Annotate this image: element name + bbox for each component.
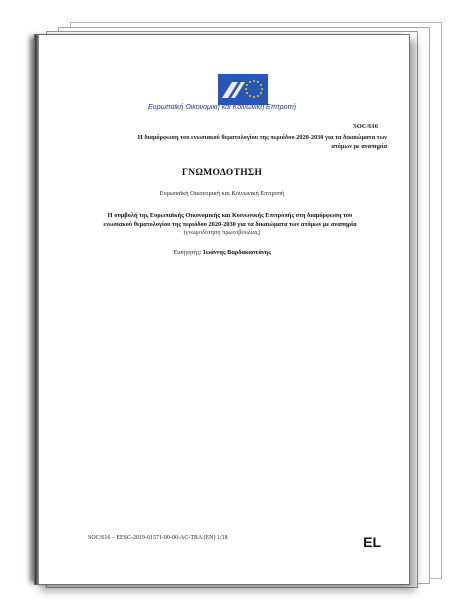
eesc-logo-icon [218, 74, 268, 105]
opinion-title [80, 212, 380, 229]
document-subject [87, 133, 387, 151]
binding-edge [35, 35, 39, 584]
organization-name: Ευρωπαϊκή Οικονομική και Κοινωνική Επιτροπή [148, 104, 296, 111]
document-reference: SOC/616 [353, 123, 378, 130]
rapporteur-name: Ιωάννης Βαρδακαστάνης [203, 249, 271, 256]
title-line: ενωσιακού θεματολογίου της περιόδου 2020-2030 για τα δικαιώματα των ατόμων με αναπηρία [103, 220, 357, 228]
rapporteur [35, 249, 409, 256]
document-heading: ΓΝΩΜΟΔΟΤΗΣΗ [181, 168, 263, 178]
subject-line: ατόμων με αναπηρία [331, 143, 387, 150]
language-code: EL [363, 534, 381, 550]
document-page [34, 34, 410, 585]
committee-name: Ευρωπαϊκή Οικονομική και Κοινωνική Επιτροπή [159, 190, 285, 197]
footer-document-code: SOC/616 – EESC-2019-01571-00-00-AC-TRA (EN) 1/18 [88, 535, 228, 541]
title-line: Η συμβολή της Ευρωπαϊκής Οικονομικής και Κοινωνικής Επιτροπής στη διαμόρφωση του [107, 212, 353, 219]
subject-line: Η διαμόρφωση του ενωσιακού θεματολογίου της περιόδου 2020-2030 για τα δικαιώματα των [137, 134, 387, 141]
opinion-type: (γνωμοδότηση πρωτοβουλίας) [183, 229, 261, 236]
rapporteur-label: Εισηγητής: [173, 249, 202, 256]
